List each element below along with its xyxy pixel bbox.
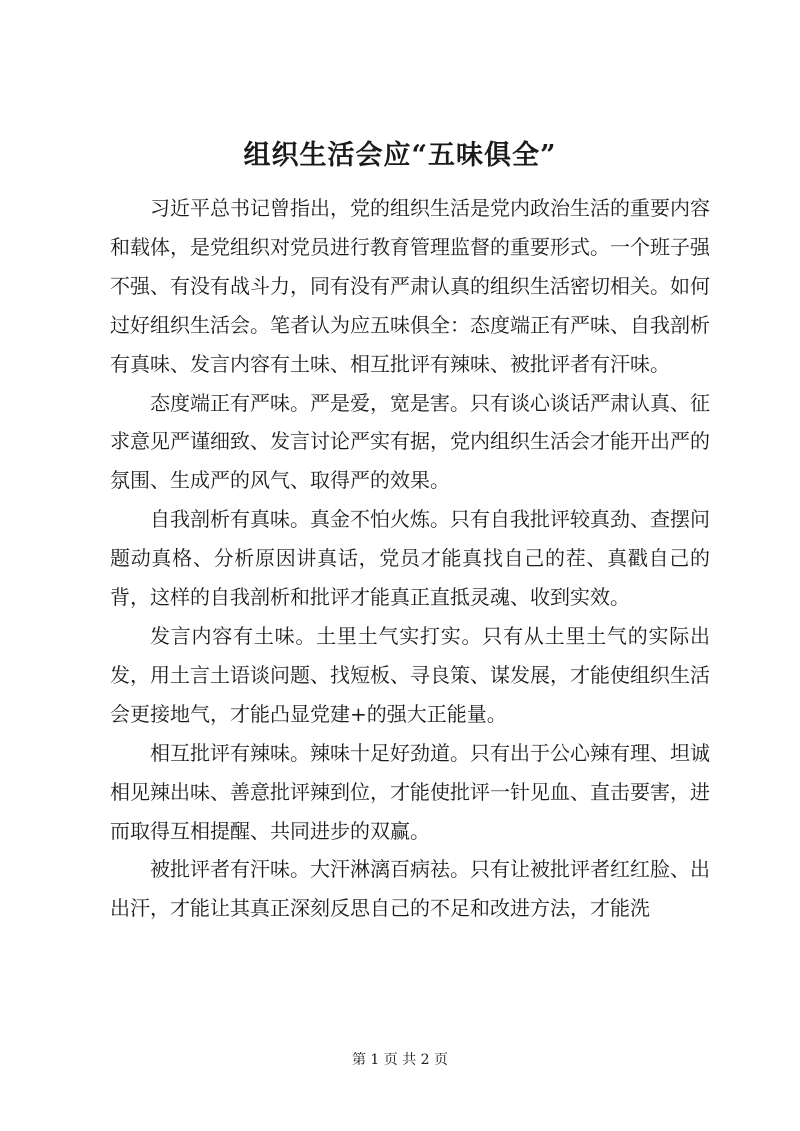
- paragraph-down-to-earth: 发言内容有土味。土里土气实打实。只有从土里土气的实际出发，用土言土语谈问题、找短板、寻良策、谋发展，才能使组织生活会更接地气，才能凸显党建+的强大正能量。: [110, 623, 710, 726]
- document-title: 组织生活会应“五味俱全”: [243, 140, 557, 171]
- paragraph-criticized-sweat: 被批评者有汗味。大汗淋漓百病祛。只有让被批评者红红脸、出出汗，才能让其真正深刻反思自己的不足和改进方法，才能洗: [110, 857, 710, 921]
- document-body: [110, 189, 710, 928]
- paragraph-intro: 习近平总书记曾指出，党的组织生活是党内政治生活的重要内容和载体，是党组织对党员进行教育管理监督的重要形式。一个班子强不强、有没有战斗力，同有没有严肃认真的组织生活密切相关。如何过好组织生活会。笔者认为应五味俱全：态度端正有严味、自我剖析有真味、发言内容有土味、相互批评有辣味、被批评者有汗味。: [110, 196, 710, 376]
- page-footer: 第 1 页 共 2 页: [351, 1052, 449, 1068]
- paragraph-self-analysis: 自我剖析有真味。真金不怕火炼。只有自我批评较真劲、查摆问题动真格、分析原因讲真话，党员才能真找自己的茬、真戳自己的背，这样的自我剖析和批评才能真正直抵灵魂、收到实效。: [110, 507, 710, 610]
- paragraph-mutual-criticism: 相互批评有辣味。辣味十足好劲道。只有出于公心辣有理、坦诚相见辣出味、善意批评辣到位，才能使批评一针见血、直击要害，进而取得互相提醒、共同进步的双赢。: [110, 740, 710, 843]
- paragraph-strict-attitude: 态度端正有严味。严是爱，宽是害。只有谈心谈话严肃认真、征求意见严谨细致、发言讨论严实有据，党内组织生活会才能开出严的氛围、生成严的风气、取得严的效果。: [110, 390, 710, 493]
